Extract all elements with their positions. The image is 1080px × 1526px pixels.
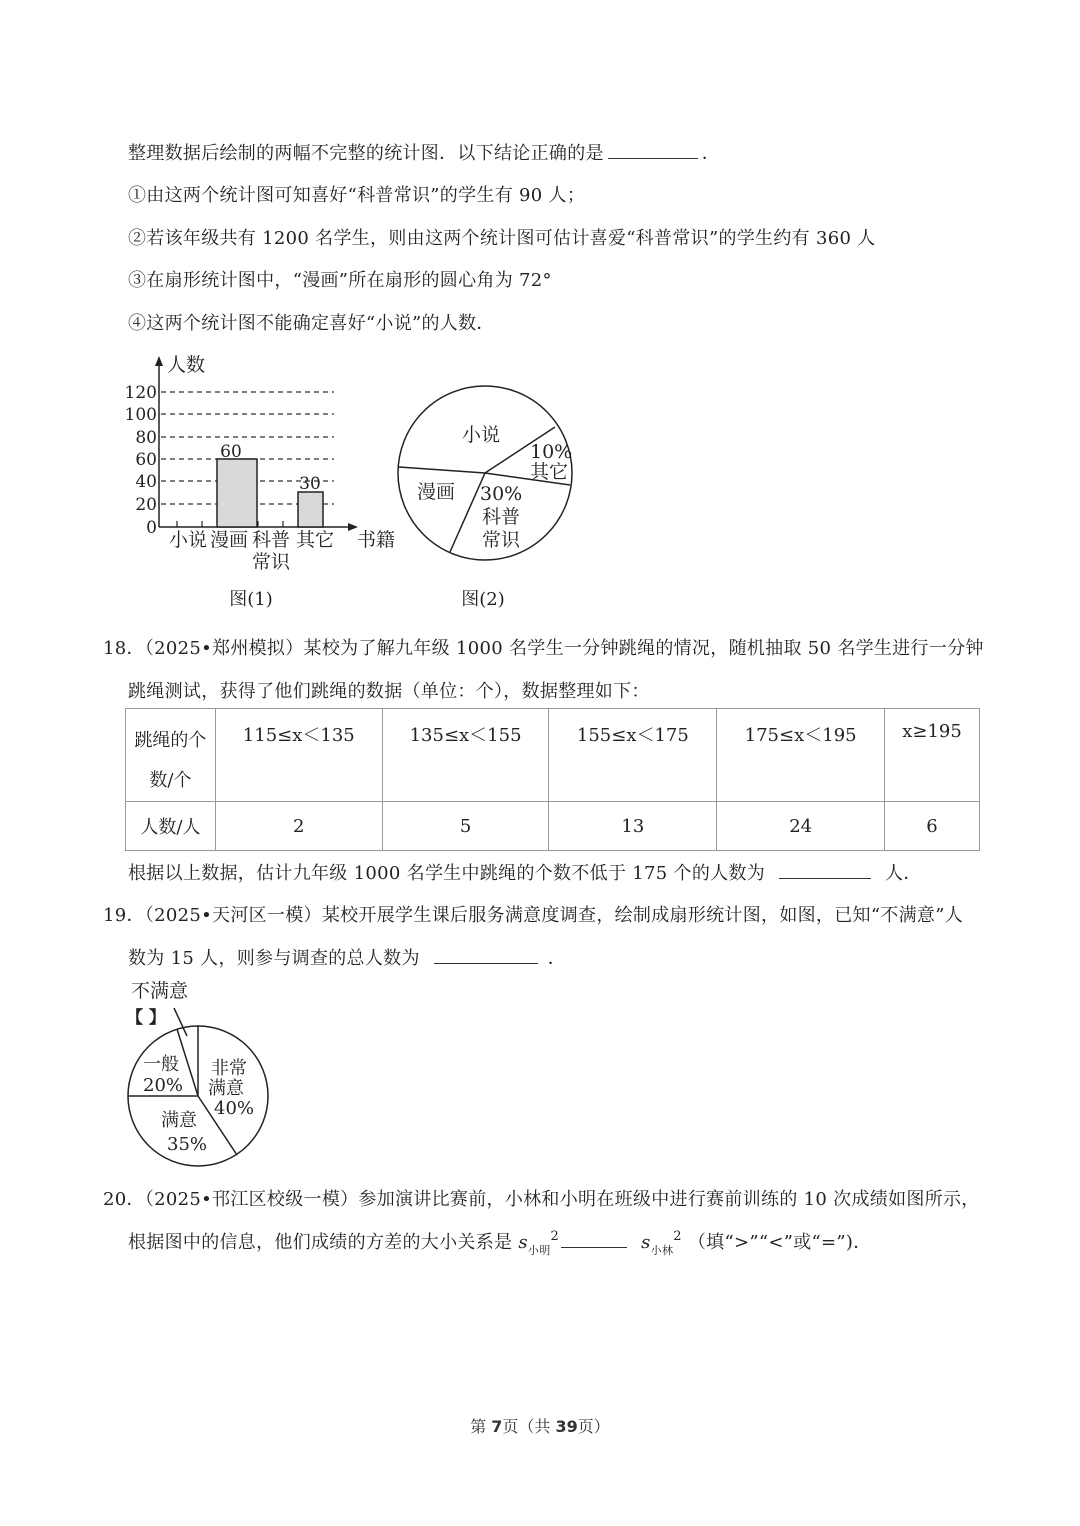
pie-label-other: 其它 — [530, 461, 569, 483]
svg-text:120: 120 — [124, 383, 157, 403]
superscript-2: 2 — [550, 1229, 560, 1244]
pie-label-sci-a: 科普 — [482, 506, 521, 528]
table-row-ranges — [126, 709, 980, 802]
q19-line-1: 19．（2025•天河区一模）某校开展学生课后服务满意度调查，绘制成扇形统计图，如图，已知“不满意”人 — [103, 905, 964, 926]
bar-label-comic: 60 — [220, 442, 242, 462]
figure-1-caption: 图(1) — [229, 589, 273, 610]
y-tick-labels — [125, 383, 157, 538]
bar-other — [298, 492, 323, 527]
q18-line-1: 18．（2025•郑州模拟）某校为了解九年级 1000 名学生一分钟跳绳的情况，随机抽取 50 名学生进行一分钟 — [103, 638, 984, 659]
pie-label-unsatisfied: 不满意 — [131, 980, 189, 1002]
table-cell-count: 13 — [549, 802, 717, 851]
table-cell-count: 2 — [215, 802, 382, 851]
svg-text:其它: 其它 — [296, 529, 335, 551]
table-row-counts — [126, 802, 980, 851]
q17-intro-text: 整理数据后绘制的两幅不完整的统计图．以下结论正确的是 — [128, 143, 604, 164]
pie-label-novel: 小说 — [462, 424, 501, 446]
header-line-1: 跳绳的个 — [134, 730, 207, 751]
pie-label-general-pct: 20% — [143, 1075, 184, 1096]
table-cell-range: 115≤x＜135 — [215, 709, 382, 802]
variance-symbol: s — [641, 1232, 651, 1253]
svg-text:0: 0 — [146, 518, 157, 538]
svg-text:40: 40 — [135, 472, 157, 492]
table-cell-count: 5 — [382, 802, 549, 851]
pie-label-other-pct: 10% — [530, 441, 573, 463]
q17-intro-end: ． — [701, 143, 721, 164]
bar-label-other: 30 — [299, 474, 321, 494]
total-pages: 39 — [555, 1417, 578, 1436]
x-axis-label: 书籍 — [357, 529, 396, 551]
q18-question-end: 人． — [885, 863, 922, 884]
bar-comic — [217, 459, 257, 527]
q20-line-2 — [128, 1228, 872, 1258]
bar-chart-figure-1 — [120, 345, 410, 619]
table-cell-range: 175≤x＜195 — [717, 709, 885, 802]
q17-option-3: ③在扇形统计图中，“漫画”所在扇形的圆心角为 72° — [128, 270, 552, 291]
table-cell-range: 135≤x＜155 — [382, 709, 549, 802]
q17-option-4: ④这两个统计图不能确定喜好“小说”的人数． — [128, 313, 495, 334]
table-cell-count: 24 — [717, 802, 885, 851]
svg-text:漫画: 漫画 — [210, 529, 249, 551]
q20-line-1: 20．（2025•邗江区校级一模）参加演讲比赛前，小林和小明在班级中进行赛前训练的 10 次成绩如图所示， — [103, 1189, 980, 1210]
pie-label-general: 一般 — [143, 1054, 179, 1075]
q18-line-2: 跳绳测试，获得了他们跳绳的数据（单位：个），数据整理如下： — [128, 681, 650, 702]
answer-blank[interactable] — [608, 157, 698, 159]
pie-label-very-a: 非常 — [211, 1058, 247, 1079]
q17-option-1: ①由这两个统计图可知喜好“科普常识”的学生有 90 人； — [128, 185, 586, 206]
q20-line-2-post: （填“>”“<”或“=”)． — [687, 1232, 872, 1253]
q18-question-text: 根据以上数据，估计九年级 1000 名学生中跳绳的个数不低于 175 个的人数为 — [128, 863, 766, 884]
pie-label-sci-b: 常识 — [482, 529, 521, 551]
q17-intro — [128, 139, 720, 165]
answer-blank[interactable] — [779, 877, 871, 879]
table-row-label: 人数/人 — [126, 802, 216, 851]
table-header-cell — [126, 709, 216, 802]
svg-text:80: 80 — [135, 428, 157, 448]
svg-text:小说: 小说 — [169, 529, 208, 551]
x-category-labels — [169, 529, 334, 573]
page-footer — [0, 1414, 1080, 1437]
pie-bracket-unsatisfied: 【 】 — [126, 1008, 166, 1028]
variance-symbol: s — [518, 1232, 528, 1253]
table-cell-range: x≥195 — [885, 709, 980, 802]
pie-label-sat-pct: 35% — [167, 1134, 208, 1155]
answer-blank[interactable] — [561, 1246, 627, 1248]
q19-line-2 — [128, 944, 566, 970]
current-page: 7 — [491, 1417, 503, 1436]
jump-rope-table — [125, 708, 980, 851]
svg-text:60: 60 — [135, 450, 157, 470]
pie-label-very-pct: 40% — [214, 1098, 255, 1119]
svg-text:100: 100 — [124, 405, 157, 425]
superscript-2: 2 — [673, 1229, 682, 1244]
subscript-xiaoming: 小明 — [527, 1244, 551, 1257]
subscript-xiaolin: 小林 — [650, 1244, 674, 1257]
q19-line-2-text: 数为 15 人，则参与调查的总人数为 — [128, 948, 420, 969]
q17-option-2: ②若该年级共有 1200 名学生，则由这两个统计图可估计喜爱“科普常识”的学生约有 360 人 — [128, 228, 876, 249]
pie-label-comic: 漫画 — [417, 481, 456, 503]
pie-chart-figure-2 — [390, 380, 590, 619]
q19-line-2-end: ． — [547, 948, 567, 969]
q18-question — [128, 859, 922, 885]
table-cell-range: 155≤x＜175 — [549, 709, 717, 802]
svg-text:常识: 常识 — [252, 551, 291, 573]
svg-text:20: 20 — [135, 495, 157, 515]
pie-label-very-b: 满意 — [208, 1078, 244, 1099]
figure-2-caption: 图(2) — [461, 589, 505, 610]
pie-label-sci-pct: 30% — [480, 483, 523, 505]
svg-text:科普: 科普 — [252, 529, 291, 551]
pie-label-sat: 满意 — [161, 1110, 197, 1131]
y-axis-arrow-icon — [155, 356, 163, 366]
header-line-2: 数/个 — [149, 770, 192, 791]
y-axis-label: 人数 — [167, 354, 206, 376]
satisfaction-pie-chart — [115, 975, 285, 1179]
footer-post: 页） — [577, 1417, 610, 1436]
q20-line-2-pre: 根据图中的信息，他们成绩的方差的大小关系是 — [128, 1232, 513, 1253]
answer-blank[interactable] — [434, 962, 538, 964]
footer-pre: 第 — [470, 1417, 492, 1436]
footer-mid: 页（共 — [502, 1417, 556, 1436]
table-cell-count: 6 — [885, 802, 980, 851]
